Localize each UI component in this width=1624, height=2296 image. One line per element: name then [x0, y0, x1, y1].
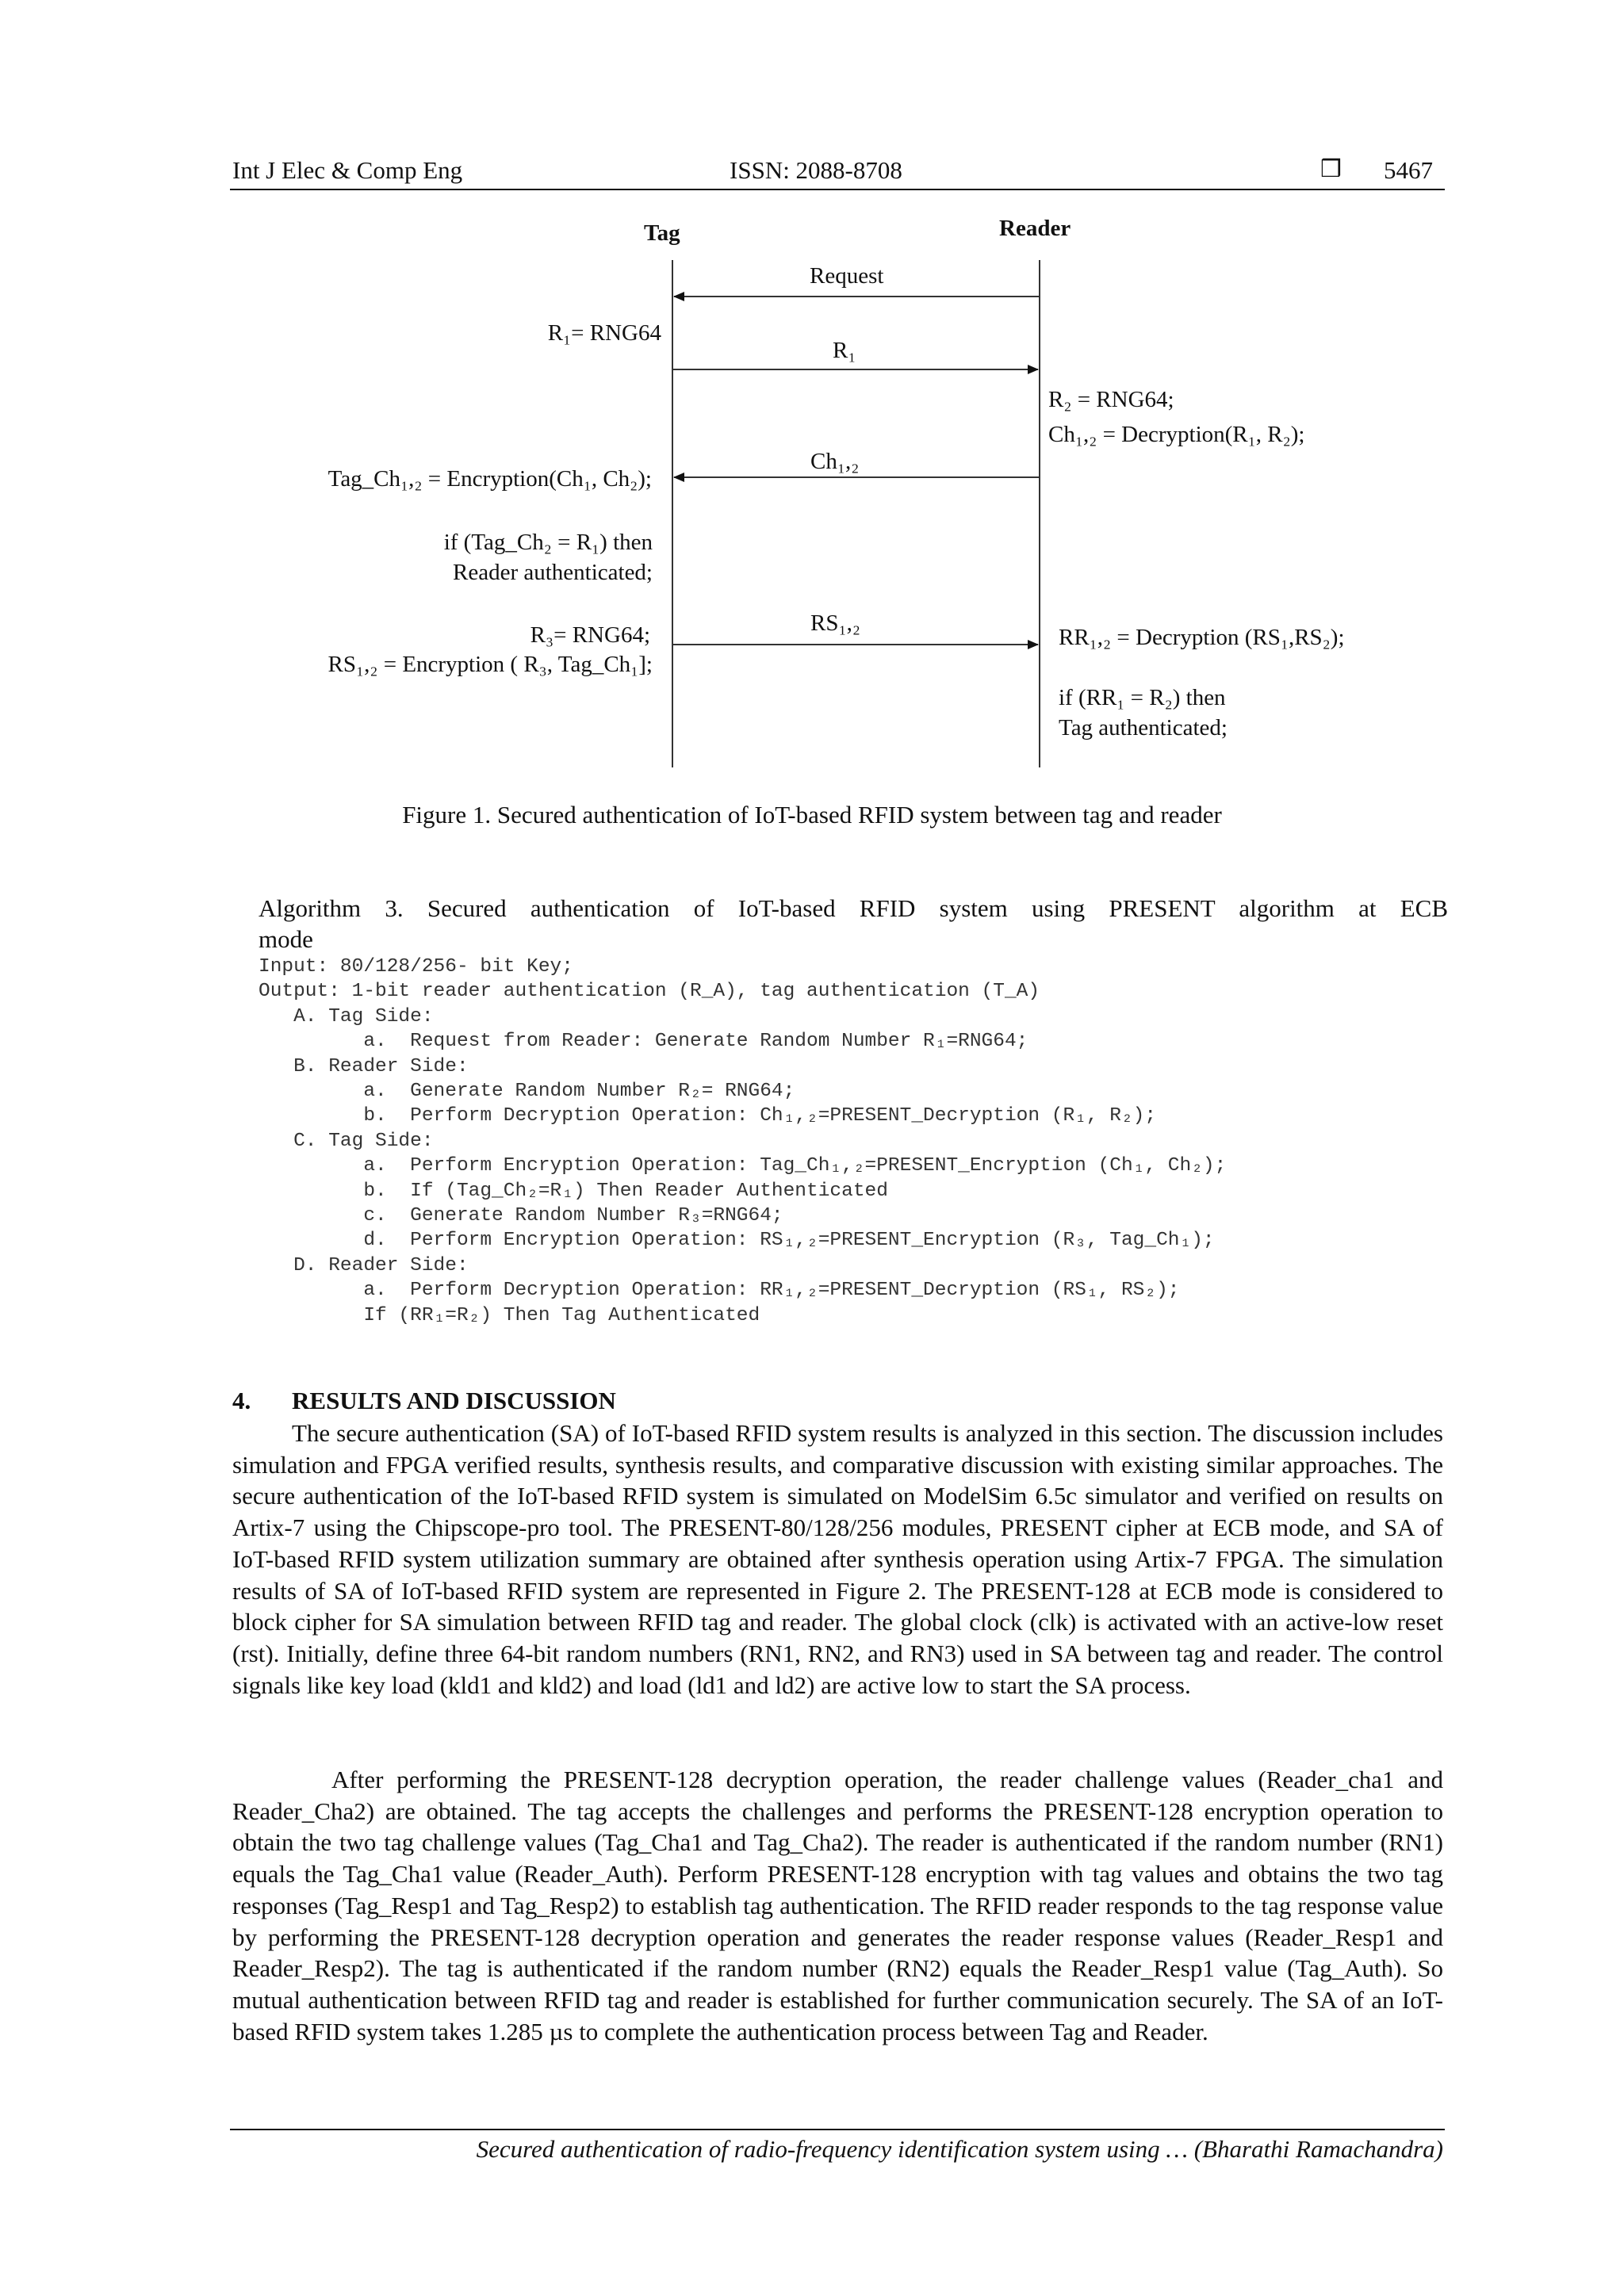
algorithm-title-cont: mode — [259, 925, 313, 953]
algorithm-line: a. Perform Encryption Operation: Tag_Ch₁,₂=PRESENT_Encryption (Ch₁, Ch₂); — [259, 1155, 1227, 1177]
algorithm-line: D. Reader Side: — [259, 1254, 469, 1276]
body-paragraph: After performing the PRESENT-128 decryption operation, the reader challenge values (Reader_cha1 and Reader_Cha2) are obtained. The tag accepts the challenges and performs the PRESENT-128 encryption operation to obtain the two tag challenge values (Tag_Cha1 and Tag_Cha2). The reader is authenticated if the random number (RN1) equals the Tag_Cha1 value (Reader_Auth). Perform PRESENT-128 encryption with tag values and obtains the two tag responses (Tag_Resp1 and Tag_Resp2) to establish tag authentication. The RFID reader responds to the tag response value by performing the PRESENT-128 decryption operation and generates the reader response values (Reader_Resp1 and Reader_Resp2). The tag is authenticated if the random number (RN2) equals the Reader_Resp1 value (Tag_Auth). So mutual authentication between RFID tag and reader is established for further communication securely. The SA of an IoT-based RFID system takes 1.285 µs to complete the authentication process between Tag and Reader. — [232, 1766, 1443, 2045]
tag-reader-authenticated: Reader authenticated; — [452, 560, 653, 585]
tag-heading: Tag — [644, 220, 680, 246]
tag-if-line: if (Tag_Ch₂ = R₁) then — [443, 530, 653, 555]
algorithm-title: Algorithm 3. Secured authentication of IoT-based RFID system using PRESENT algorithm at ECB — [259, 894, 1448, 922]
algorithm-line: Input: 80/128/256- bit Key; — [259, 956, 573, 978]
ch-label: Ch₁,₂ — [810, 449, 860, 474]
reader-if-line: if (RR₁ = R₂) then — [1059, 685, 1226, 710]
reader-tag-authenticated: Tag authenticated; — [1059, 715, 1228, 740]
algorithm-line: A. Tag Side: — [259, 1005, 434, 1027]
algorithm-line: d. Perform Encryption Operation: RS₁,₂=PRESENT_Encryption (R₃, Tag_Ch₁); — [259, 1230, 1215, 1252]
algorithm-line: B. Reader Side: — [259, 1055, 469, 1077]
figure-caption: Figure 1. Secured authentication of IoT-based RFID system between tag and reader — [402, 801, 1222, 828]
algorithm-line: b. If (Tag_Ch₂=R₁) Then Reader Authenticated — [259, 1180, 888, 1202]
section-title: RESULTS AND DISCUSSION — [292, 1387, 616, 1414]
footer-rule — [230, 2129, 1445, 2130]
body-paragraph: The secure authentication (SA) of IoT-based RFID system results is analyzed in this section. The discussion includes simulation and FPGA verified results, synthesis results, and comparative discussion with existing similar approaches. The secure authentication of the IoT-based RFID system is simulated on ModelSim 6.5c simulator and verified on results on Artix-7 using the Chipscope-pro tool. The PRESENT-80/128/256 modules, PRESENT cipher at ECB mode, and SA of IoT-based RFID system utilization summary are obtained after synthesis operation using Artix-7 FPGA. The simulation results of SA of IoT-based RFID system are represented in Figure 2. The PRESENT-128 at ECB mode is considered to block cipher for SA simulation between RFID tag and reader. The global clock (clk) is activated with an active-low reset (rst). Initially, define three 64-bit random numbers (RN1, RN2, and RN3) used in SA between tag and reader. The control signals like key load (kld1 and kld2) and load (ld1 and ld2) are active low to start the SA process. — [232, 1419, 1443, 1699]
algorithm-line: Output: 1-bit reader authentication (R_A), tag authentication (T_A) — [259, 981, 1040, 1003]
algorithm-line: a. Perform Decryption Operation: RR₁,₂=PRESENT_Decryption (RS₁, RS₂); — [259, 1280, 1180, 1302]
r1-label: R₁ — [833, 338, 856, 363]
algorithm-line: c. Generate Random Number R₃=RNG64; — [259, 1205, 783, 1226]
tag-r1-statement: R₁= RNG64 — [547, 320, 661, 346]
running-header-journal: Int J Elec & Comp Eng — [232, 156, 463, 184]
header-box-icon: ❒ — [1320, 155, 1342, 183]
algorithm-line: C. Tag Side: — [259, 1130, 434, 1152]
algorithm-line: a. Request from Reader: Generate Random Number R₁=RNG64; — [259, 1031, 1028, 1053]
algorithm-line: b. Perform Decryption Operation: Ch₁,₂=PRESENT_Decryption (R₁, R₂); — [259, 1105, 1157, 1127]
algorithm-line: If (RR₁=R₂) Then Tag Authenticated — [259, 1304, 760, 1326]
running-header-issn: ISSN: 2088-8708 — [730, 156, 902, 184]
algorithm-line: a. Generate Random Number R₂= RNG64; — [259, 1081, 795, 1102]
reader-heading: Reader — [999, 216, 1071, 241]
tag-rs-statement: RS₁,₂ = Encryption ( R₃, Tag_Ch₁]; — [327, 652, 653, 677]
request-label: Request — [810, 263, 884, 289]
authentication-sequence-diagram — [0, 0, 1624, 793]
tag-tagch-statement: Tag_Ch₁,₂ = Encryption(Ch₁, Ch₂); — [327, 466, 652, 492]
reader-ch-statement: Ch₁,₂ = Decryption(R₁, R₂); — [1048, 422, 1305, 447]
tag-r3-statement: R₃= RNG64; — [530, 622, 650, 648]
page-number: 5467 — [1384, 156, 1433, 184]
diagram-lines — [0, 0, 1624, 793]
rs-label: RS₁,₂ — [810, 610, 860, 636]
section-number: 4. — [232, 1387, 251, 1414]
running-footer: Secured authentication of radio-frequency identification system using … (Bharathi Ramachandra) — [476, 2135, 1443, 2163]
reader-r2-statement: R₂ = RNG64; — [1048, 387, 1174, 412]
reader-rr-statement: RR₁,₂ = Decryption (RS₁,RS₂); — [1059, 625, 1345, 650]
